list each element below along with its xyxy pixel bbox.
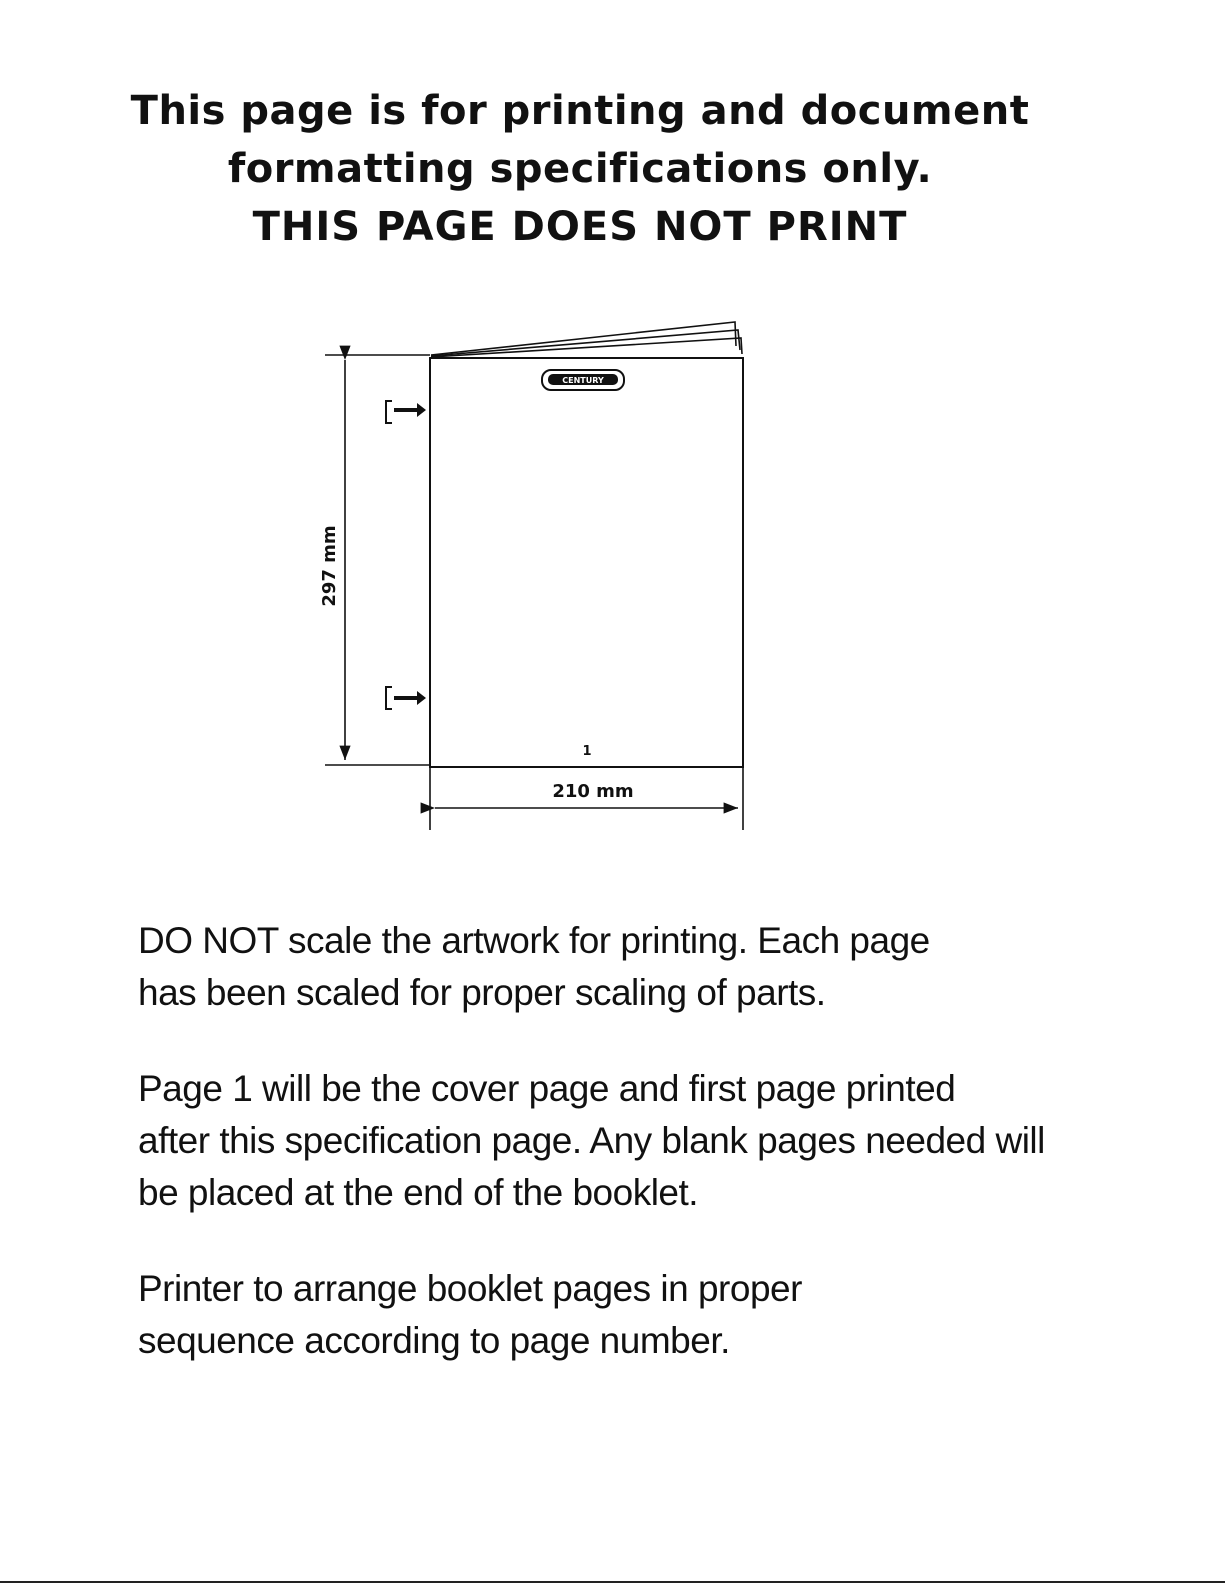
svg-text:CENTURY: CENTURY	[562, 376, 604, 385]
page-number: 1	[582, 744, 592, 759]
width-label: 210 mm	[552, 781, 634, 802]
instruction-line: has been scaled for proper scaling of parts.	[138, 972, 826, 1013]
instruction-line: be placed at the end of the booklet.	[138, 1172, 699, 1213]
instruction-line: Page 1 will be the cover page and first page printed	[138, 1068, 956, 1109]
bottom-rule	[0, 1581, 1225, 1583]
height-dimension	[325, 355, 430, 765]
instruction-paragraph-3	[138, 1263, 1198, 1367]
instruction-paragraph-2	[138, 1063, 1198, 1219]
brand-logo	[542, 370, 624, 390]
instructions	[138, 915, 1198, 1411]
heading-line-1: This page is for printing and document	[130, 88, 1030, 134]
heading-line-3: THIS PAGE DOES NOT PRINT	[252, 204, 908, 250]
height-label: 297 mm	[319, 525, 340, 607]
instruction-paragraph-1	[138, 915, 1198, 1019]
staple-marker-top	[386, 401, 426, 423]
booklet-front-page	[430, 358, 743, 767]
booklet-back-pages	[431, 322, 742, 357]
instruction-line: sequence according to page number.	[138, 1320, 730, 1361]
heading-line-2: formatting specifications only.	[227, 146, 933, 192]
instruction-line: DO NOT scale the artwork for printing. Each page	[138, 920, 930, 961]
staple-marker-bottom	[386, 687, 426, 709]
instruction-line: after this specification page. Any blank pages needed will	[138, 1120, 1045, 1161]
instruction-line: Printer to arrange booklet pages in proper	[138, 1268, 802, 1309]
